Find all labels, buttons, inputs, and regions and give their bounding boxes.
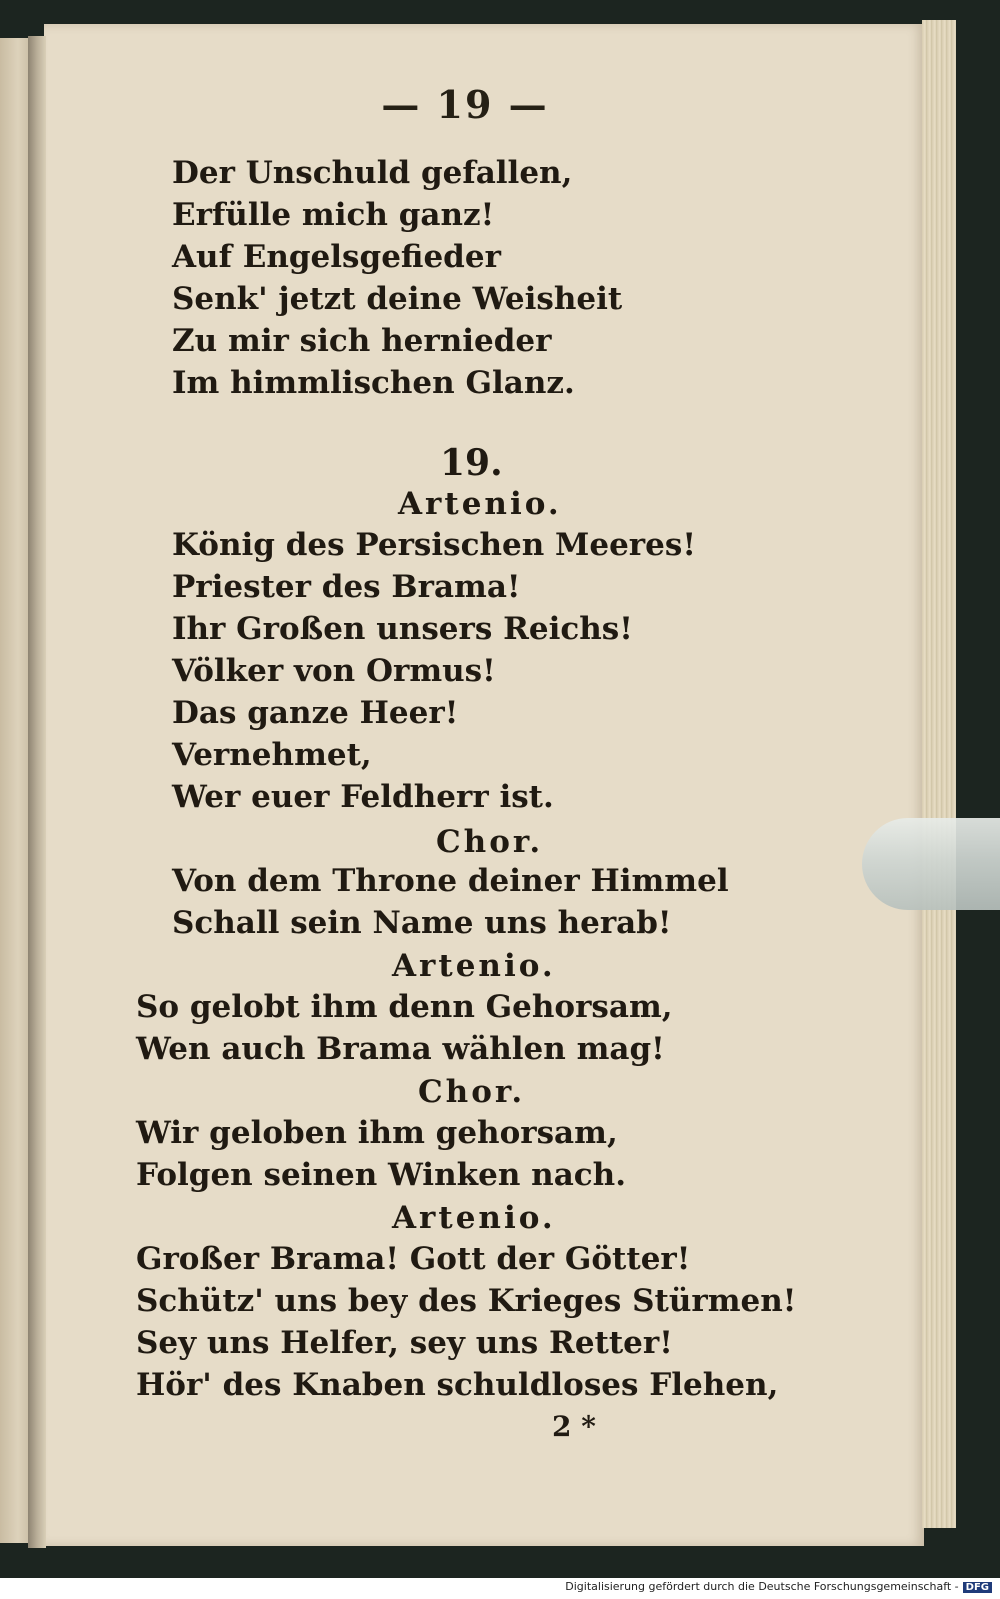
text-line: Erfülle mich ganz! (172, 197, 495, 233)
text-line: Der Unschuld gefallen, (172, 155, 573, 191)
footer-text: Digitalisierung gefördert durch die Deutsche Forschungsgemeinschaft - (565, 1580, 959, 1593)
speaker-heading: Chor. (436, 824, 544, 860)
text-line: Von dem Throne deiner Himmel (172, 863, 729, 899)
text-line: Ihr Großen unsers Reichs! (172, 611, 633, 647)
text-line: Priester des Brama! (172, 569, 521, 605)
signature-mark: 2 * (552, 1410, 596, 1443)
text-line: Vernehmet, (172, 737, 372, 773)
text-line: Sey uns Helfer, sey uns Retter! (136, 1325, 673, 1361)
section-number: 19. (440, 442, 503, 484)
text-line: Hör' des Knaben schuldloses Flehen, (136, 1367, 779, 1403)
previous-page-edge (0, 38, 30, 1543)
text-line: Folgen seinen Winken nach. (136, 1157, 626, 1193)
text-line: Großer Brama! Gott der Götter! (136, 1241, 691, 1277)
dfg-logo[interactable]: DFG (963, 1582, 992, 1593)
digitization-footer (0, 1580, 992, 1593)
text-line: Wir geloben ihm gehorsam, (136, 1115, 618, 1151)
text-line: Zu mir sich hernieder (172, 323, 552, 359)
page-clip (862, 818, 1000, 910)
speaker-heading: Artenio. (392, 1200, 556, 1236)
text-line: So gelobt ihm denn Gehorsam, (136, 989, 673, 1025)
book-gutter (28, 36, 46, 1548)
text-line: Wen auch Brama wählen mag! (136, 1031, 665, 1067)
text-line: Wer euer Feldherr ist. (172, 779, 554, 815)
text-line: Schütz' uns bey des Krieges Stürmen! (136, 1283, 797, 1319)
text-line: Auf Engelsgefieder (172, 239, 501, 275)
page-stack-edge (922, 20, 956, 1528)
text-line: Schall sein Name uns herab! (172, 905, 672, 941)
speaker-heading: Chor. (418, 1074, 526, 1110)
speaker-heading: Artenio. (392, 948, 556, 984)
text-line: König des Persischen Meeres! (172, 527, 696, 563)
text-line: Völker von Ormus! (172, 653, 496, 689)
text-line: Das ganze Heer! (172, 695, 459, 731)
speaker-heading: Artenio. (398, 486, 562, 522)
page-number-header: — 19 — (381, 82, 549, 127)
text-line: Senk' jetzt deine Weisheit (172, 281, 623, 317)
text-line: Im himmlischen Glanz. (172, 365, 575, 401)
